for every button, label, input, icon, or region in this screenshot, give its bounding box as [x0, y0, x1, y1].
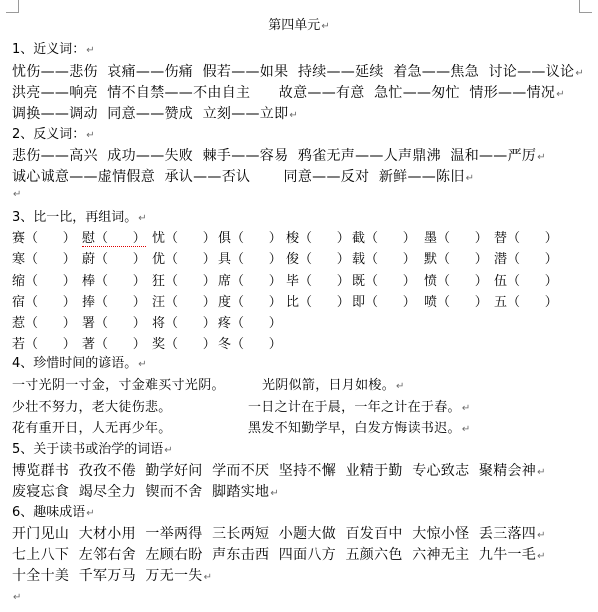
idioms-line: 七上八下 左邻右舍 左顾右盼 声东击西 四面八方 五颜六色 六神无主 九牛一毛↵ — [12, 547, 546, 563]
compare-cell: 将（ ） — [152, 316, 216, 331]
compare-cell: 默（ ） — [424, 252, 488, 267]
compare-cell: 慰（ ） — [82, 231, 146, 246]
compare-cell: 毕（ ） — [286, 274, 350, 289]
proverb: 光阴似箭，日月如梭。↵ — [262, 378, 405, 393]
empty-paragraph-mark: ↵ — [13, 189, 22, 200]
compare-cell: 愤（ ） — [424, 274, 488, 289]
idioms-line: 开门见山 大材小用 一举两得 三长两短 小题大做 百发百中 大惊小怪 丢三落四↵ — [12, 526, 546, 542]
compare-cell: 俊（ ） — [286, 252, 350, 267]
compare-cell: 狂（ ） — [152, 274, 216, 289]
synonyms-line: 忧伤——悲伤 哀痛——伤痛 假若——如果 持续——延续 着急——焦急 讨论——议论↵ — [12, 64, 584, 80]
compare-cell: 度（ ） — [218, 295, 282, 310]
page-title: 第四单元↵ — [268, 18, 330, 33]
synonyms-line: 调换——调动 同意——赞成 立刻——立即↵ — [12, 106, 299, 122]
compare-cell: 潜（ ） — [494, 252, 558, 267]
synonyms-line: 洪亮——响亮 情不自禁——不由自主 故意——有意 急忙——匆忙 情形——情况↵ — [12, 85, 565, 101]
compare-cell: 优（ ） — [152, 252, 216, 267]
antonyms-line: 诚心诚意——虚情假意 承认——否认 同意——反对 新鲜——陈旧↵ — [12, 169, 475, 185]
compare-cell: 著（ ） — [82, 337, 146, 352]
compare-cell: 梭（ ） — [286, 231, 350, 246]
proverb: 黑发不知勤学早，白发方悔读书迟。↵ — [248, 421, 471, 436]
proverb: 少壮不努力，老大徒伤悲。 — [12, 400, 172, 415]
section-heading-idioms: 6、趣味成语↵ — [12, 505, 95, 520]
compare-cell: 俱（ ） — [218, 231, 282, 246]
study-words-line: 废寝忘食 竭尽全力 锲而不舍 脚踏实地↵ — [12, 484, 279, 500]
compare-cell: 替（ ） — [494, 231, 558, 246]
proverb: 一寸光阴一寸金，寸金难买寸光阴。 — [12, 378, 225, 393]
section-heading-compare: 3、比一比，再组词。↵ — [12, 210, 147, 225]
compare-cell: 五（ ） — [494, 295, 558, 310]
compare-cell: 席（ ） — [218, 274, 282, 289]
compare-cell: 比（ ） — [286, 295, 350, 310]
compare-cell: 若（ ） — [12, 337, 76, 352]
section-heading-proverbs: 4、珍惜时间的谚语。↵ — [12, 356, 147, 371]
proverb: 花有重开日，人无再少年。 — [12, 421, 172, 436]
empty-paragraph-mark: ↵ — [13, 592, 22, 603]
compare-cell: 冬（ ） — [218, 337, 282, 352]
study-words-line: 博览群书 孜孜不倦 勤学好问 学而不厌 坚持不懈 业精于勤 专心致志 聚精会神↵ — [12, 463, 546, 479]
compare-cell: 即（ ） — [352, 295, 416, 310]
compare-cell: 棒（ ） — [82, 274, 146, 289]
compare-cell: 惹（ ） — [12, 316, 76, 331]
compare-cell: 赛（ ） — [12, 231, 76, 246]
section-heading-study-words: 5、关于读书或治学的词语↵ — [12, 442, 173, 457]
compare-cell: 捧（ ） — [82, 295, 146, 310]
idioms-line: 十全十美 千军万马 万无一失↵ — [12, 568, 213, 584]
compare-cell: 汪（ ） — [152, 295, 216, 310]
page-corner-mark — [579, 0, 592, 13]
compare-cell: 疼（ ） — [218, 316, 282, 331]
compare-cell: 署（ ） — [82, 316, 146, 331]
compare-cell: 截（ ） — [352, 231, 416, 246]
compare-cell: 奖（ ） — [152, 337, 216, 352]
section-heading-synonyms: 1、近义词：↵ — [12, 42, 95, 57]
compare-cell: 伍（ ） — [494, 274, 558, 289]
compare-cell: 喷（ ） — [424, 295, 488, 310]
page-corner-mark — [6, 0, 19, 13]
antonyms-line: 悲伤——高兴 成功——失败 棘手——容易 鸦雀无声——人声鼎沸 温和——严厉↵ — [12, 148, 546, 164]
compare-cell: 具（ ） — [218, 252, 282, 267]
compare-cell: 载（ ） — [352, 252, 416, 267]
compare-cell: 忧（ ） — [152, 231, 216, 246]
compare-cell: 既（ ） — [352, 274, 416, 289]
section-heading-antonyms: 2、反义词：↵ — [12, 127, 95, 142]
compare-cell: 蔚（ ） — [82, 252, 146, 267]
proverb: 一日之计在于晨，一年之计在于春。↵ — [248, 400, 471, 415]
compare-cell: 墨（ ） — [424, 231, 488, 246]
compare-cell: 缩（ ） — [12, 274, 76, 289]
compare-cell: 宿（ ） — [12, 295, 76, 310]
compare-cell: 寒（ ） — [12, 252, 76, 267]
